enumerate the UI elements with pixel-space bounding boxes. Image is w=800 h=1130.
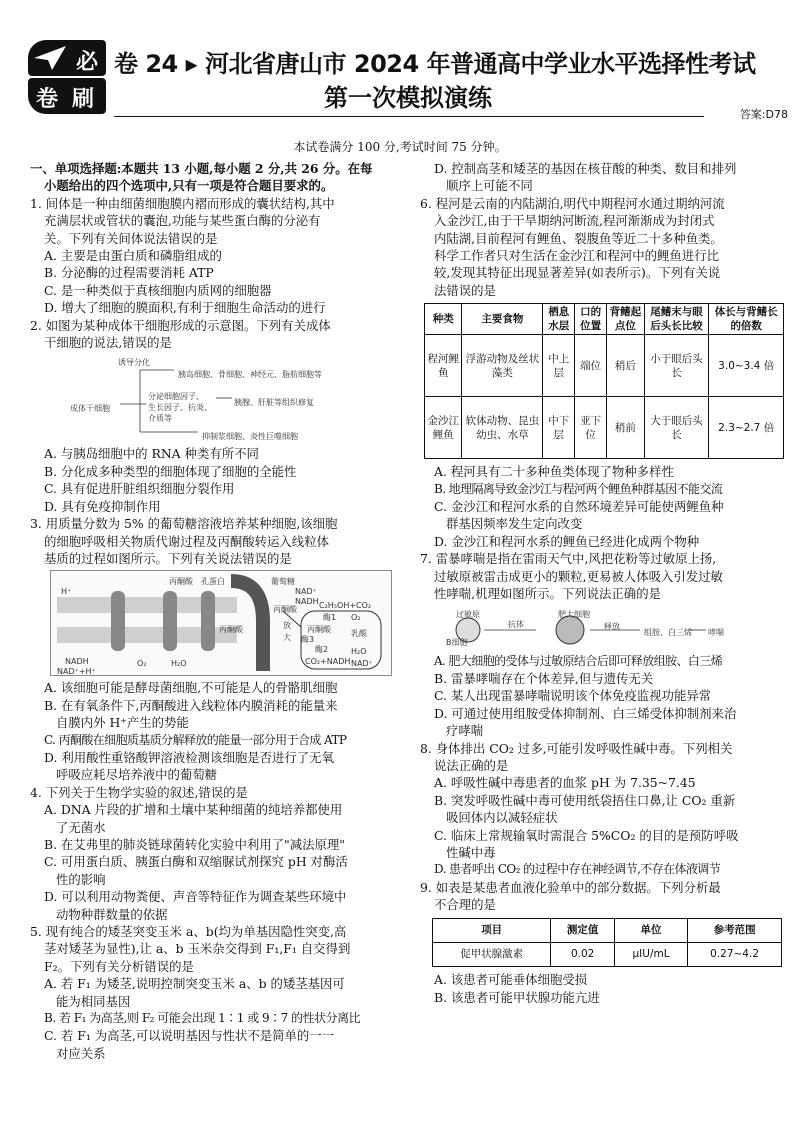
fig-label: 介质等 [148,414,172,424]
question-6-line: 科学工作者只对生活在金沙江和程河中的鲤鱼进行比 [434,248,719,264]
fig-label: O₂ [351,613,361,623]
table-cell: 3.0~3.4 倍 [709,335,784,397]
fig-label: 胰岛细胞、骨细胞、神经元、脂肪细胞等 [178,370,322,380]
fig-label: 抑制浆细胞、炎性巨噬细胞 [202,432,298,442]
table-cell: 亚下位 [575,397,607,459]
option: B. 突发呼吸性碱中毒可使用纸袋捂住口鼻,让 CO₂ 重新 [434,792,736,808]
question-6-line: 内陆湖,目前程河有鲤鱼、裂腹鱼等近二十多种鱼类。 [434,230,723,246]
table-cell: 金沙江鲤鱼 [425,397,462,459]
question-7-line: 性哮喘,机理如图所示。下列说法正确的是 [434,586,661,602]
table-row [425,335,784,397]
option: C. 若 F₁ 为高茎,可以说明基因与性状不是简单的一一 [44,1028,335,1044]
asthma-mechanism-figure [440,606,740,650]
table-cell: 程河鲤鱼 [425,335,462,397]
fig-label: 胰腺、肝脏等组织修复 [234,398,314,408]
table-cell: 2.3~2.7 倍 [709,397,784,459]
option: C. 具有促进肝脏组织细胞分裂作用 [44,481,235,497]
table-cell: 促甲状腺激素 [433,943,551,967]
option-cont: 自膜内外 H⁺产生的势能 [56,715,189,731]
table-cell: 浮游动物及丝状藻类 [462,335,543,397]
logo-char-right: 刷 [72,86,95,112]
table-cell: 大于眼后头长 [644,397,709,459]
option: D. 增大了细胞的膜面积,有利于细胞生命活动的进行 [44,300,326,316]
fig-label: 丙酮酸 [219,625,243,635]
option-cont: 顺序上可能不同 [446,178,533,194]
fig-arrows [50,354,350,442]
option-cont: 疗哮喘 [446,723,484,739]
option: D. 控制高茎和矮茎的基因在核苷酸的种类、数目和排列 [434,161,737,176]
question-6-line: 入金沙江,由于干旱期纳河断流,程河渐渐成为封闭式 [434,213,715,229]
option-cont: 对应关系 [56,1045,106,1061]
fig-label: 丙酮酸 [169,577,193,587]
page-header [28,40,788,120]
column-header: 尾鳍末与眼后头长比较 [644,304,709,335]
option: D. 可以利用动物粪便、声音等特征作为调查某些环境中 [44,889,347,905]
option: B. 分化成多种类型的细胞体现了细胞的全能性 [44,463,297,479]
fig-label: 孔蛋白 [201,577,225,587]
stem-cell-figure [50,354,350,442]
exam-subtitle: 第一次模拟演练 [324,84,492,112]
option: A. 肥大细胞的受体与过敏原结合后即可释放组胺、白三烯 [434,653,723,668]
option: C. 是一种类似于真核细胞内质网的细胞器 [44,282,272,298]
question-1-line: 关。下列有关间体说法错误的是 [44,230,218,246]
logo-char-left: 卷 [36,86,59,112]
right-column [420,160,792,1006]
column-header: 项目 [433,918,551,942]
table-cell: 中上层 [543,335,575,397]
question-6: 6. 程河是云南的内陆湖泊,明代中期程河水通过期纳河流 [420,195,725,211]
option: D. 利用酸性重铬酸钾溶液检测该细胞是否进行了无氧 [44,749,334,765]
fig-label: 肥大细胞 [558,609,590,619]
fig-label: 生长因子、抗炎、 [148,403,212,413]
fig-label: H₂O [351,647,367,657]
option: B. 在有氧条件下,丙酮酸进入线粒体内膜消耗的能量来 [44,697,338,713]
table-cell: 端位 [575,335,607,397]
fig-label: 酶3 [301,635,315,645]
paper-plane-icon [32,44,68,72]
left-column [30,160,402,1062]
table-cell: 小于眼后头长 [644,335,709,397]
question-5-line: F₂。下列有关分析错误的是 [44,958,194,974]
question-6-line: 法错误的是 [434,282,496,298]
fig-label: 释放 [604,621,620,631]
fig-label: 乳酸 [351,629,367,639]
fig-label: NADH [295,597,319,607]
option-cont: 性的影响 [56,871,106,887]
fig-label: NAD⁺ [295,587,317,597]
fig-label: NADH [65,657,89,667]
option: A. 与胰岛细胞中的 RNA 种类有所不同 [44,446,259,462]
fig-label: 丙酮酸 [273,605,297,615]
column-header: 种类 [425,304,462,335]
column-header: 单位 [614,918,687,942]
question-5: 5. 现有纯合的矮茎突变玉米 a、b(均为单基因隐性突变,高 [30,924,347,939]
option: C. 丙酮酸在细胞质基质分解释放的能量一部分用于合成 ATP [44,732,347,747]
fig-label: B细胞 [446,637,468,647]
fig-label: 放 [283,621,291,631]
option: A. 程河具有二十多种鱼类体现了物种多样性 [434,464,674,480]
table-cell: μIU/mL [614,943,687,967]
column-header: 测定值 [551,918,615,942]
option-cont: 性碱中毒 [446,844,496,860]
fig-label: 过敏原 [456,609,480,619]
divider [114,116,704,117]
column-header: 主要食物 [462,304,543,335]
fig-label: C₂H₅OH+CO₂ [319,601,372,611]
column-header: 背鳍起点位 [607,304,644,335]
question-8: 8. 身体排出 CO₂ 过多,可能引发呼吸性碱中毒。下列相关 [420,740,733,756]
question-1-line: 充满层状或管状的囊泡,功能与某些蛋白酶的分泌有 [44,213,321,229]
question-7: 7. 雷暴哮喘是指在雷雨天气中,风把花粉等过敏原上扬, [420,551,717,567]
option: A. 若 F₁ 为矮茎,说明控制突变玉米 a、b 的矮茎基因可 [44,976,345,992]
question-2-line: 干细胞的说法,错误的是 [44,335,172,351]
option-cont: 吸回体内以减轻症状 [446,810,558,826]
table-cell: 中下层 [543,397,575,459]
fig-label: 酶1 [323,613,337,623]
fig-label: H⁺ [61,587,72,597]
option-cont: 了无菌水 [56,819,106,835]
option: C. 临床上常规输氧时需混合 5%CO₂ 的目的是预防呼吸 [434,827,739,843]
fig-label: 抗体 [508,619,524,629]
option-cont: 呼吸应耗尽培养液中的葡萄糖 [56,767,218,783]
carp-comparison-table [424,303,784,459]
question-1: 1. 间体是一种由细菌细胞膜内褶而形成的囊状结构,其中 [30,195,335,211]
logo-char-top: 必 [76,49,99,75]
option: A. DNA 片段的扩增和土壤中某种细菌的纯培养都使用 [44,802,343,818]
column-header: 参考范围 [688,918,782,942]
option: A. 主要是由蛋白质和磷脂组成的 [44,248,222,264]
option-cont: 能为相同基因 [56,993,131,1009]
table-cell: 稍前 [607,397,644,459]
fig-label: 酶2 [315,645,329,655]
question-8-line: 说法正确的是 [434,757,509,773]
option-cont: 动物种群数量的依据 [56,906,168,922]
fig-label: 丙酮酸 [307,625,331,635]
option: B. 地理隔离导致金沙江与程河两个鲤鱼种群基因不能交流 [434,481,723,496]
fig-label: 哮喘 [708,627,724,637]
option: B. 若 F₁ 为高茎,则 F₂ 可能会出现 1∶1 或 9∶7 的性状分离比 [44,1011,361,1026]
question-5-line: 茎对矮茎为显性),让 a、b 玉米杂交得到 F₁,F₁ 自交得到 [44,941,351,957]
question-3: 3. 用质量分数为 5% 的葡萄糖溶液培养某种细胞,该细胞 [30,516,338,532]
option: B. 雷暴哮喘存在个体差异,但与遗传无关 [434,670,654,686]
question-9-line: 不合理的是 [434,897,496,913]
table-cell: 0.27~4.2 [688,943,782,967]
option: D. 可通过使用组胺受体抑制剂、白三烯受体抑制剂来治 [434,705,737,721]
option: C. 金沙江和程河水系的自然环境差异可能使两鲤鱼种 [434,499,724,515]
fig-label: NAD⁺+H⁺ [57,667,96,677]
table-cell: 稍后 [607,335,644,397]
section-heading: 一、单项选择题:本题共 13 小题,每小题 2 分,共 26 分。在每 [30,161,373,176]
table-header-row [433,918,782,942]
question-3-line: 基质的过程如图所示。下列有关说法错误的是 [44,550,292,566]
fig-label: H₂O [171,659,187,669]
option: D. 金沙江和程河水系的鲤鱼已经进化成两个物种 [434,533,700,549]
blood-test-table [432,918,782,968]
exam-info: 本试卷满分 100 分,考试时间 75 分钟。 [293,140,507,154]
fig-label: 诱导分化 [118,358,150,368]
option: C. 可用蛋白质、胰蛋白酶和双缩脲试剂探究 pH 对酶活 [44,854,348,870]
option: A. 该细胞可能是酵母菌细胞,不可能是人的骨骼肌细胞 [44,680,338,696]
fig-label: 组胺、白三烯 [644,627,692,637]
option: C. 某人出现雷暴哮喘说明该个体免疫监视功能异常 [434,688,712,704]
fig-label: 大 [283,633,291,643]
table-cell: 0.02 [551,943,615,967]
column-header: 口的位置 [575,304,607,335]
table-row [425,397,784,459]
option: B. 分泌酶的过程需要消耗 ATP [44,265,214,281]
question-4: 4. 下列关于生物学实验的叙述,错误的是 [30,784,248,800]
option: B. 在艾弗里的肺炎链球菌转化实验中利用了"减法原理" [44,836,345,852]
mechanism-diagram [440,606,740,650]
question-7-line: 过敏原被雷击成更小的颗粒,更易被人体吸入引发过敏 [434,568,723,584]
option-cont: 群基因频率发生定向改变 [446,516,583,532]
question-2: 2. 如图为某种成体干细胞形成的示意图。下列有关成体 [30,317,331,333]
option: A. 呼吸性碱中毒患者的血浆 pH 为 7.35~7.45 [434,775,696,791]
table-header-row [425,304,784,335]
section-heading-2: 小题给出的四个选项中,只有一项是符合题目要求的。 [44,178,334,194]
table-cell: 软体动物、昆虫幼虫、水草 [462,397,543,459]
fig-label: CO₂+NADH [305,657,351,667]
column-header: 体长与背鳍长的倍数 [709,304,784,335]
question-3-line: 的细胞呼吸相关物质代谢过程及丙酮酸转运入线粒体 [44,533,329,549]
question-6-line: 较,发现其特征出现显著差异(如表所示)。下列有关说 [434,265,721,281]
answer-ref: 答案:D78 [739,108,788,121]
fig-label: NAD⁺ [351,659,373,669]
table-row [433,943,782,967]
option: D. 具有免疫抑制作用 [44,498,161,514]
mitochondria-figure [50,570,392,676]
fig-label: 成体干细胞 [70,404,110,414]
question-9: 9. 如表是某患者血液化验单中的部分数据。下列分析最 [420,879,721,895]
column-header: 栖息水层 [543,304,575,335]
fig-label: 分泌细胞因子、 [148,392,204,402]
fig-label: O₂ [137,659,147,669]
option: D. 患者呼出 CO₂ 的过程中存在神经调节,不存在体液调节 [434,862,721,877]
option: A. 该患者可能垂体细胞受损 [434,972,588,988]
exam-title: 卷 24 ▸ 河北省唐山市 2024 年普通高中学业水平选择性考试 [114,50,756,78]
option: B. 该患者可能甲状腺功能亢进 [434,989,600,1005]
fig-label: 葡萄糖 [271,577,295,587]
